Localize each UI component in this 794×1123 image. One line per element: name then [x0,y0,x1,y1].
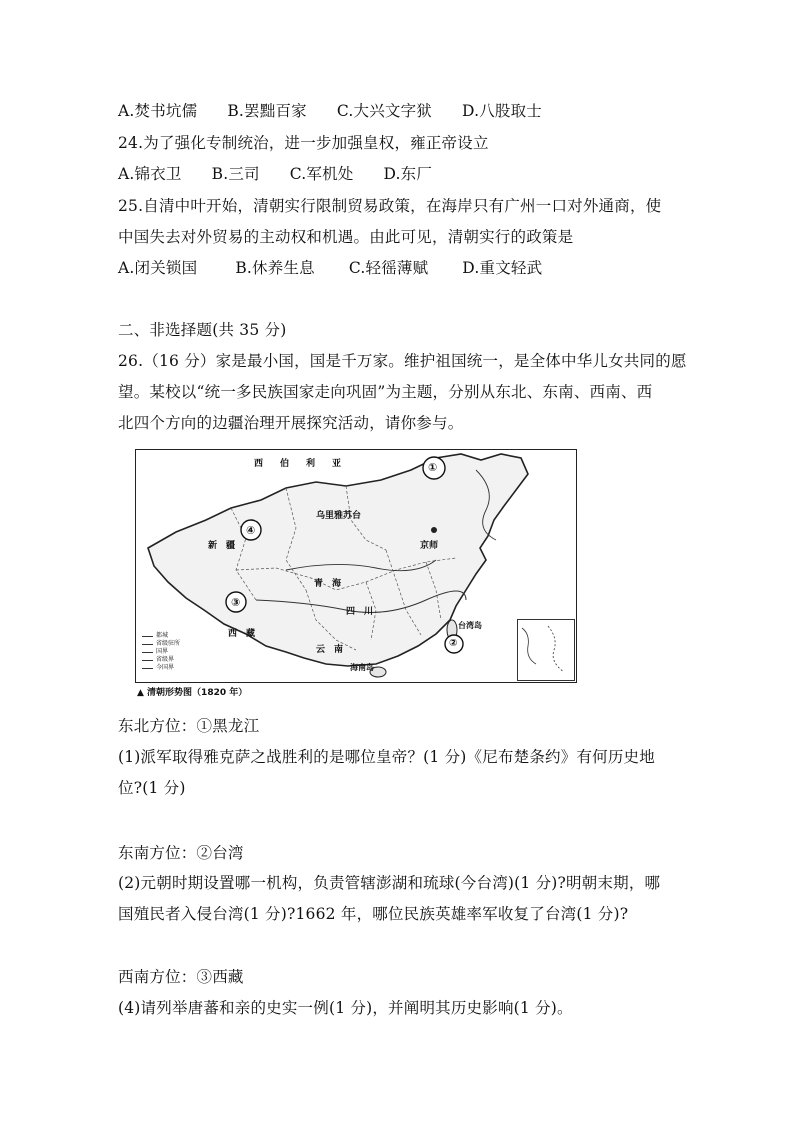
q24-option-c: C.军机处 [289,165,354,183]
map-legend [140,632,210,680]
se-q2-line2: 国殖民者入侵台湾(1 分)?1662 年，哪位民族英雄率军收复了台湾(1 分)? [118,905,629,923]
legend-item: 省级界 [140,656,210,664]
legend-item: 都城 [140,632,210,640]
capital-marker [431,527,437,533]
label-circle-4: ④ [246,524,256,537]
label-hainan: 海南岛 [350,663,374,672]
q24-options [118,164,432,184]
q26-line3: 北四个方向的边疆治理开展探究活动，请你参与。 [118,414,464,432]
se-q2-line1: (2)元朝时期设置哪一机构，负责管辖澎湖和琉球(今台湾)(1 分)?明朝末期，哪 [118,874,661,892]
q25-stem-line1: 25.自清中叶开始，清朝实行限制贸易政策，在海岸只有广州一口对外通商，使 [118,197,662,215]
legend-item: 国界 [140,648,210,656]
qing-map-figure [135,449,577,699]
se-title: 东南方位：②台湾 [118,844,244,862]
q25-option-b: B.休养生息 [235,259,315,277]
q25-options [118,258,542,278]
qing-map [135,449,577,683]
label-circle-3: ③ [231,596,241,609]
q23-options [118,101,542,121]
q26-line1: 26.（16 分）家是最小国，国是千万家。维护祖国统一，是全体中华儿女共同的愿 [118,352,687,370]
section2-heading: 二、非选择题(共 35 分) [118,321,287,339]
q24-option-a: A.锦衣卫 [118,165,182,183]
label-taiwan: 台湾岛 [458,621,482,630]
q25-option-a: A.闭关锁国 [118,259,198,277]
q23-option-b: B.罢黜百家 [227,102,307,120]
legend-item: 省级驻所 [140,640,210,648]
q23-option-d: D.八股取士 [462,102,543,120]
q25-stem-line2: 中国失去对外贸易的主动权和机遇。由此可见，清朝实行的政策是 [118,228,574,246]
label-circle-2: ② [449,638,458,649]
q23-option-c: C.大兴文字狱 [336,102,432,120]
q23-option-a: A.焚书坑儒 [118,102,198,120]
sw-q4-line1: (4)请列举唐蕃和亲的史实一例(1 分)，并阐明其历史影响(1 分)。 [118,999,573,1017]
label-yunnan: 云 南 [316,645,344,655]
q25-option-c: C.轻徭薄赋 [348,259,429,277]
label-wuliyasutai: 乌里雅苏台 [316,511,362,521]
label-sichuan: 四 川 [346,607,374,617]
ne-q1-line2: 位?(1 分) [118,779,186,797]
legend-item: 今国界 [140,664,210,672]
label-qinghai: 青 海 [314,579,342,589]
ne-title: 东北方位：①黑龙江 [118,717,260,735]
south-china-sea-inset [517,619,575,681]
label-circle-1: ① [428,461,438,474]
label-xinjiang: 新 疆 [208,541,236,551]
q26-line2: 望。某校以“统一多民族国家走向巩固”为主题，分别从东北、东南、西南、西 [118,383,653,401]
sw-title: 西南方位：③西藏 [118,968,244,986]
map-caption: ▲ 清朝形势图（1820 年） [137,688,248,698]
q24-option-b: B.三司 [211,165,260,183]
ne-q1-line1: (1)派军取得雅克萨之战胜利的是哪位皇帝？(1 分)《尼布楚条约》有何历史地 [118,748,655,766]
label-xizang: 西 藏 [228,629,256,639]
q24-option-d: D.东厂 [383,165,433,183]
label-jingshi: 京师 [420,541,439,551]
q24-stem: 24.为了强化专制统治，进一步加强皇权，雍正帝设立 [118,134,489,152]
label-siberia: 西 伯 利 亚 [254,459,346,469]
q25-option-d: D.重文轻武 [462,259,543,277]
